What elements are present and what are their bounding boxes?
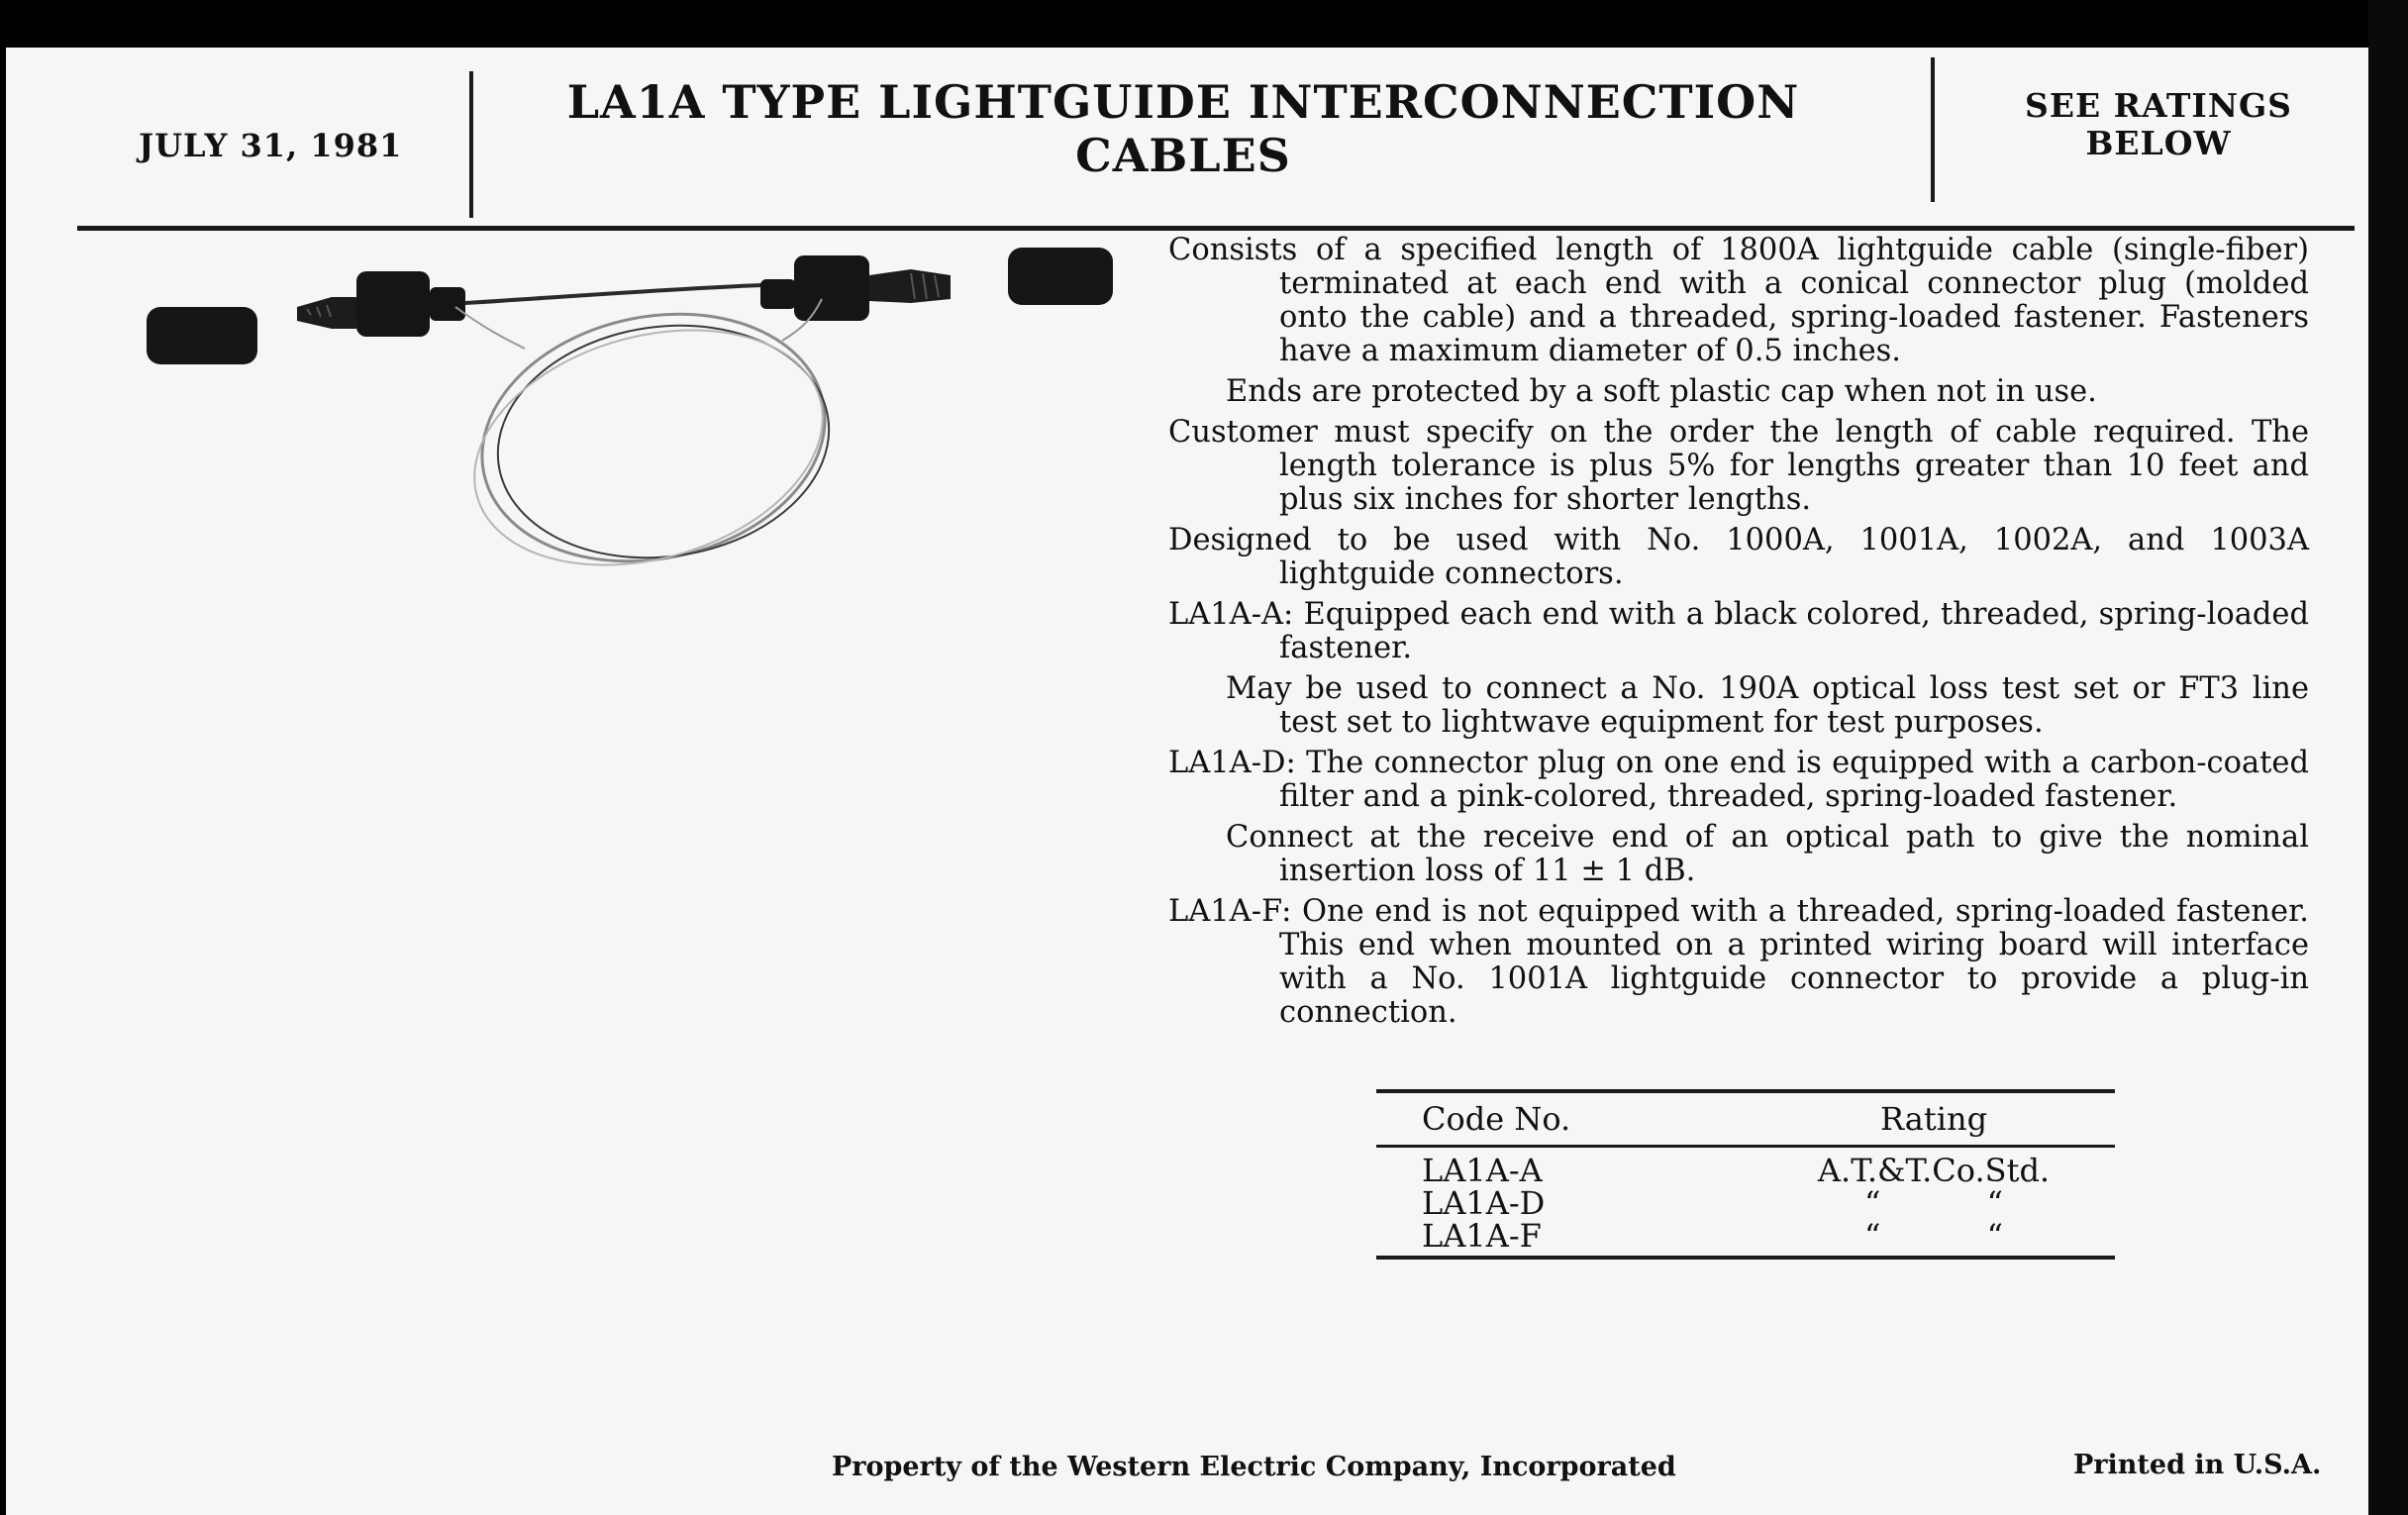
code-cell: LA1A-F: [1422, 1216, 1542, 1255]
left-plug: [297, 297, 356, 329]
table-header: [1376, 1093, 2115, 1145]
code-cell: LA1A-A: [1422, 1151, 1543, 1189]
ditto-mark: “: [1864, 1183, 1881, 1222]
code-cell: LA1A-D: [1422, 1183, 1546, 1222]
paragraph-construction: Consists of a specified length of 1800A lightguide cable (single-fiber) terminated at each end with a conical connector plug (molded onto the cable) and a threaded, spring-loaded fastener. Fasteners have a maximum diameter of 0.5 inches.: [1168, 233, 2309, 368]
left-cap: [147, 307, 257, 364]
ratings-note-line2: BELOW: [2085, 124, 2232, 162]
ratings-table: [1376, 1089, 2115, 1260]
paragraph-ordering: Customer must specify on the order the length of cable required. The length tolerance is plus 5% for lengths greater than 10 feet and plus six inches for shorter lengths.: [1168, 415, 2309, 517]
paragraph-caps: Ends are protected by a soft plastic cap when not in use.: [1226, 374, 2097, 409]
ditto-marks: [1864, 1217, 2003, 1255]
table-bottom-rule: [1376, 1256, 2115, 1260]
footer-printed: Printed in U.S.A.: [2073, 1450, 2322, 1480]
document-date: JULY 31, 1981: [139, 127, 403, 164]
ratings-note-line1: SEE RATINGS: [2024, 86, 2293, 125]
ditto-mark: “: [1864, 1216, 1881, 1255]
footer-property: Property of the Western Electric Company, Incorporated: [832, 1452, 1676, 1482]
column-header-rating: Rating: [1879, 1100, 1988, 1138]
description: [1168, 234, 2309, 1037]
cable-photo: [129, 230, 1129, 606]
paragraph-la1a-a-use: May be used to connect a No. 190A optical loss test set or FT3 line test set to lightwave equipment for test purposes.: [1226, 671, 2309, 740]
rating-cell: A.T.&T.Co.Std.: [1817, 1151, 2051, 1189]
table-row: [1376, 1183, 2115, 1222]
table-body: [1376, 1148, 2115, 1256]
ratings-note: [1951, 87, 2366, 162]
paragraph-compatibility: Designed to be used with No. 1000A, 1001A, 1002A, and 1003A lightguide connectors.: [1168, 523, 2309, 591]
paragraph-la1a-f: LA1A-F: One end is not equipped with a threaded, spring-loaded fastener. This end when mounted on a printed wiring board will interface with a No. 1001A lightguide connector to provide a plug-in connection.: [1168, 894, 2309, 1030]
right-cap: [1008, 248, 1113, 305]
column-header-code: Code No.: [1422, 1100, 1571, 1138]
document-title: LA1A TYPE LIGHTGUIDE INTERCONNECTION CABLES: [566, 75, 1800, 182]
scan-edge: [2368, 0, 2408, 1515]
ditto-mark: “: [1986, 1183, 2003, 1222]
paragraph-la1a-d-use: Connect at the receive end of an optical path to give the nominal insertion loss of 11 ± 1 dB.: [1226, 820, 2309, 888]
fiber-coil: [447, 283, 851, 603]
ditto-mark: “: [1986, 1216, 2003, 1255]
right-plug: [869, 269, 951, 303]
table-row: [1376, 1216, 2115, 1255]
table-row: [1376, 1151, 2115, 1189]
left-fastener: [356, 271, 430, 337]
rating-cell: [1753, 1217, 2115, 1255]
paragraph-la1a-d: LA1A-D: The connector plug on one end is equipped with a carbon-coated filter and a pink-colored, threaded, spring-loaded fastener.: [1168, 746, 2309, 814]
paragraph-la1a-a: LA1A-A: Equipped each end with a black colored, threaded, spring-loaded fastener.: [1168, 597, 2309, 665]
right-fastener: [794, 255, 869, 321]
header-divider-right: [1931, 57, 1935, 202]
